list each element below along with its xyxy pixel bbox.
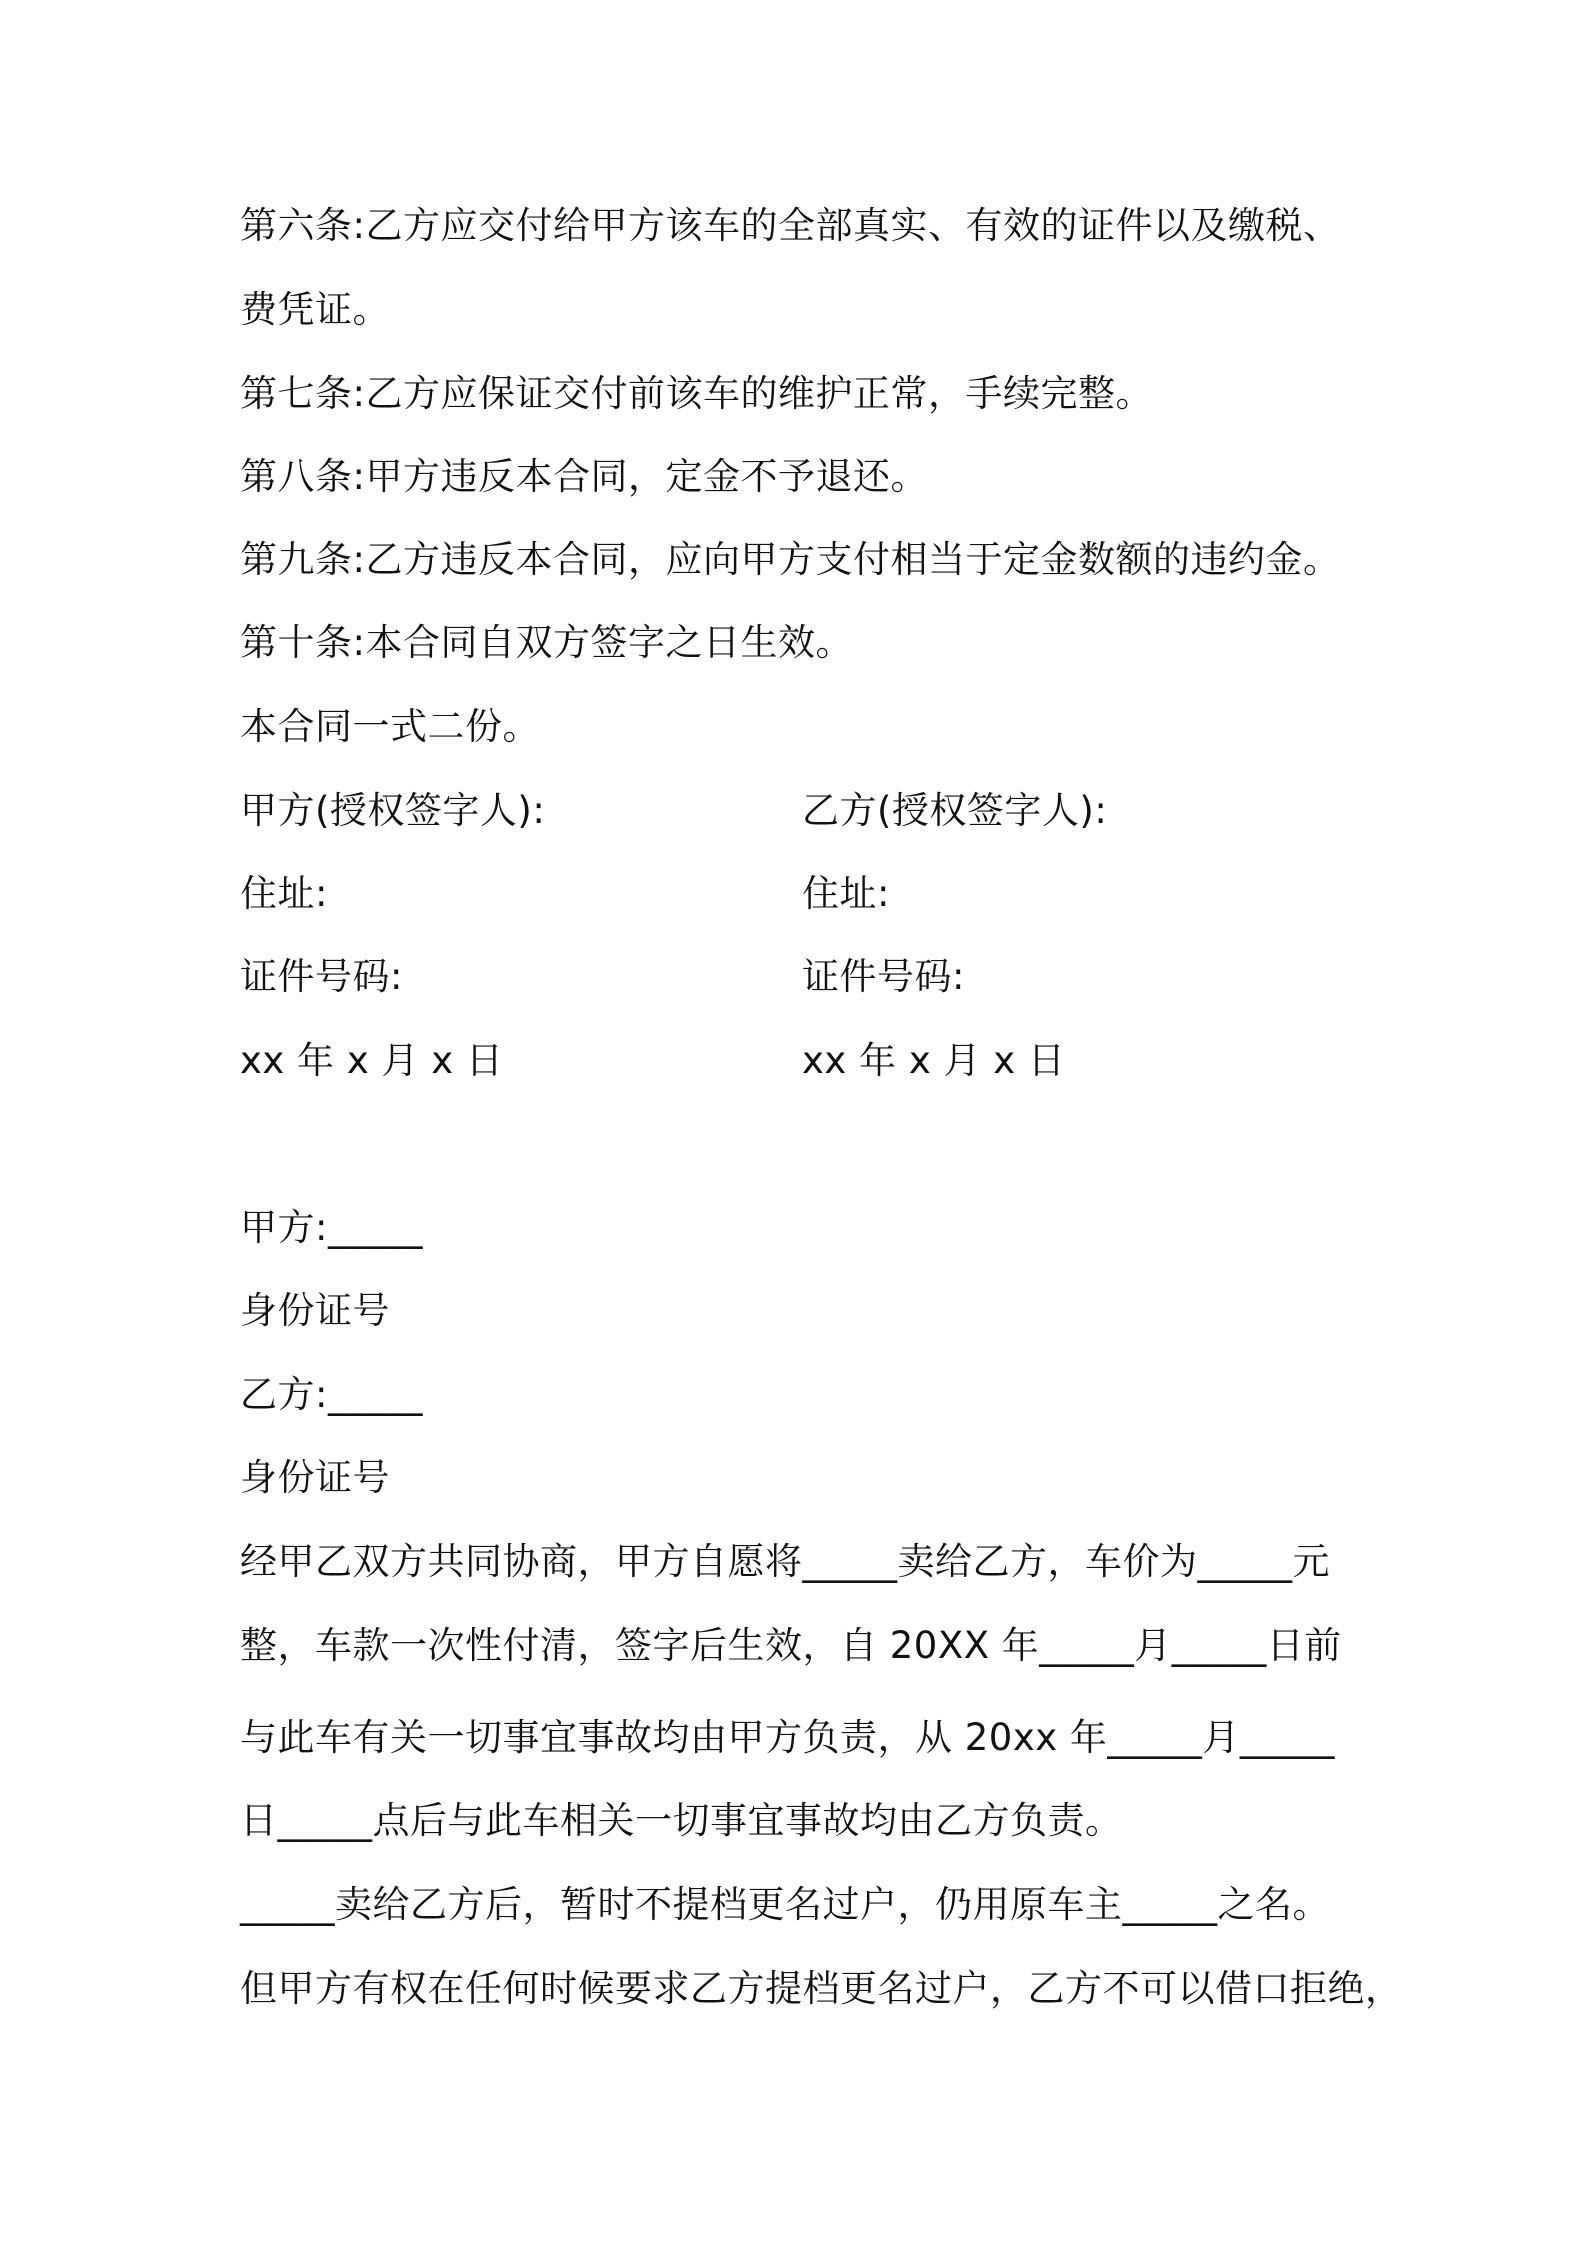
- second-party-a: 甲方:_____: [240, 1206, 423, 1249]
- party-b-signer-label: 乙方(授权签字人):: [802, 789, 1108, 832]
- clause-9: 第九条:乙方违反本合同，应向甲方支付相当于定金数额的违约金。: [240, 538, 1341, 581]
- para-2-line-1: _____卖给乙方后，暂时不提档更名过户，仍用原车主_____之名。: [240, 1883, 1330, 1926]
- para-1-line-4: 日_____点后与此车相关一切事宜事故均由乙方负责。: [240, 1799, 1123, 1842]
- party-b-date: xx 年 x 月 x 日: [802, 1039, 1066, 1082]
- clause-8: 第八条:甲方违反本合同，定金不予退还。: [240, 455, 928, 498]
- second-party-b: 乙方:_____: [240, 1373, 423, 1416]
- party-a-date: xx 年 x 月 x 日: [240, 1039, 504, 1082]
- para-1-line-2: 整，车款一次性付清，签字后生效，自 20XX 年_____月_____日前: [240, 1624, 1342, 1667]
- copies-statement: 本合同一式二份。: [240, 705, 540, 748]
- para-2-line-2: 但甲方有权在任何时候要求乙方提档更名过户，乙方不可以借口拒绝，: [240, 1967, 1403, 2010]
- second-party-b-id: 身份证号: [240, 1456, 390, 1499]
- clause-10: 第十条:本合同自双方签字之日生效。: [240, 621, 853, 664]
- para-1-line-1: 经甲乙双方共同协商，甲方自愿将_____卖给乙方，车价为_____元: [240, 1540, 1330, 1583]
- party-b-address-label: 住址:: [802, 872, 890, 915]
- para-1-line-3: 与此车有关一切事宜事故均由甲方负责，从 20xx 年_____月_____: [240, 1716, 1335, 1759]
- second-party-a-id: 身份证号: [240, 1289, 390, 1332]
- party-a-address-label: 住址:: [240, 872, 328, 915]
- party-b-id-label: 证件号码:: [802, 955, 965, 998]
- party-a-id-label: 证件号码:: [240, 955, 403, 998]
- clause-6-line-2: 费凭证。: [240, 288, 390, 331]
- clause-7: 第七条:乙方应保证交付前该车的维护正常，手续完整。: [240, 372, 1153, 415]
- clause-6-line-1: 第六条:乙方应交付给甲方该车的全部真实、有效的证件以及缴税、: [240, 204, 1341, 247]
- party-a-signer-label: 甲方(授权签字人):: [240, 789, 546, 832]
